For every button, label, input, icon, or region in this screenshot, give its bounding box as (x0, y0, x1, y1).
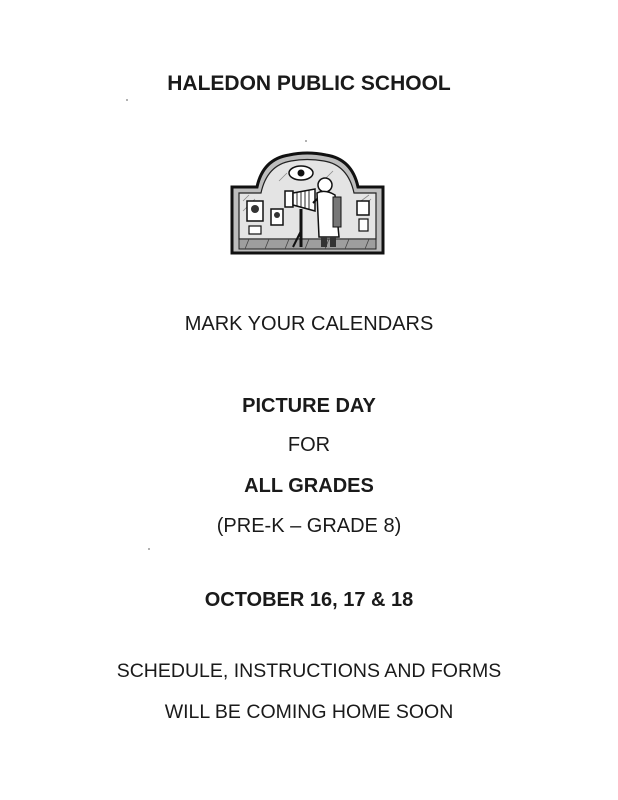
scan-speck (126, 99, 128, 101)
footer-line-1: SCHEDULE, INSTRUCTIONS AND FORMS (116, 660, 502, 682)
event-title: PICTURE DAY (242, 395, 376, 417)
event-dates: OCTOBER 16, 17 & 18 (204, 589, 414, 611)
grade-range-text: (PRE-K – GRADE 8) (216, 515, 402, 537)
footer-line-2: WILL BE COMING HOME SOON (164, 701, 454, 723)
school-name: HALEDON PUBLIC SCHOOL (167, 72, 451, 95)
connector-text: FOR (287, 434, 331, 456)
scan-speck (305, 140, 307, 142)
scan-speck (148, 548, 150, 550)
photographer-with-camera-icon (229, 151, 386, 257)
mark-calendars-text: MARK YOUR CALENDARS (184, 313, 434, 335)
audience-text: ALL GRADES (244, 475, 374, 497)
